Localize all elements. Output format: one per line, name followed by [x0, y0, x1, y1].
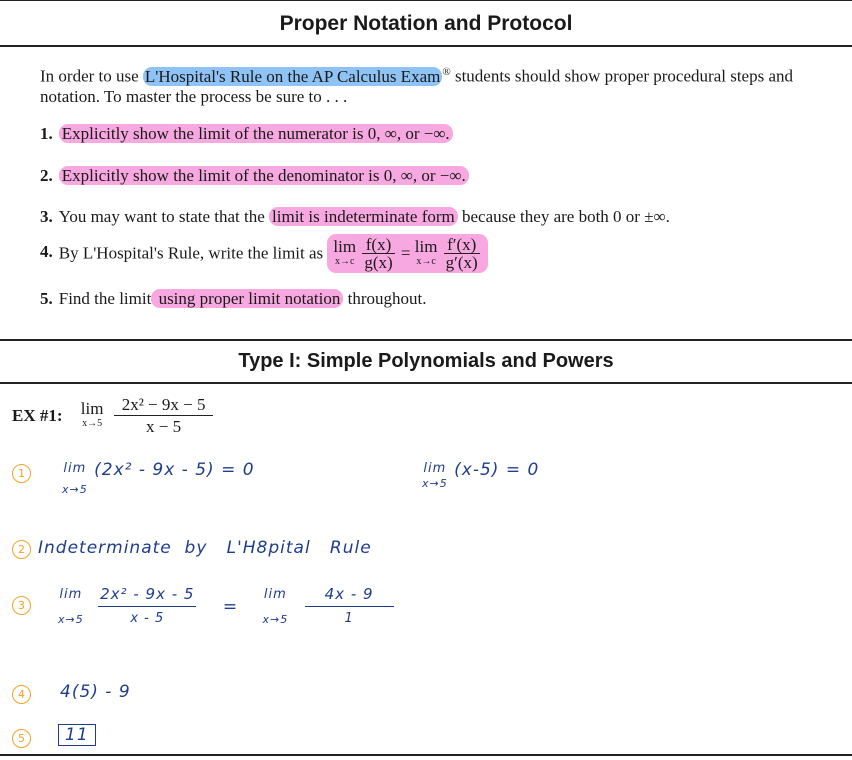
hw-final-answer: 11: [58, 724, 96, 746]
equals-sign: =: [400, 243, 411, 263]
step-4: [40, 234, 488, 273]
intro-paragraph: [40, 62, 800, 107]
intro-after: students should show proper procedural steps and notation. To master the process be sure to . . .: [40, 66, 794, 106]
step-text-pre: Find the limit: [58, 289, 152, 308]
step-1: [40, 124, 453, 144]
page-title: Proper Notation and Protocol: [279, 12, 573, 35]
step-text-highlight: limit is indeterminate form: [269, 207, 458, 226]
hw-limit-denominator: lim x→5 (x-5) = 0: [422, 460, 540, 490]
step-number: 4.: [40, 242, 53, 262]
step-2: [40, 166, 469, 186]
step-number: 3.: [40, 207, 53, 226]
step-marker-2: 2: [12, 540, 31, 559]
limit-operator: lim x→5: [80, 398, 104, 429]
intro-before: In order to use: [40, 66, 143, 86]
step-5: [40, 289, 426, 309]
bottom-rule: [0, 754, 852, 756]
step-number: 5.: [40, 289, 53, 308]
hw-lhospital-setup: lim x→5 $\frac{\text{2x² - 9x - 5}}{x - 5}$ = lim x→5 $\frac{4x - 9}{1}$: [58, 586, 396, 627]
example-label: EX #1:: [12, 405, 63, 425]
title-rule: [0, 45, 852, 47]
intro-highlight: L'Hospital's Rule on the AP Calculus Exam: [144, 66, 441, 86]
lhospital-formula: [327, 234, 487, 273]
limit-operator: lim x→c: [333, 236, 357, 267]
fraction-f-over-g: $\frac{f(x)}{g(x)}$: [364, 235, 393, 272]
limit-operator: lim x→c: [414, 236, 438, 267]
step-text: Explicitly show the limit of the numerator is 0, ∞, or −∞.: [59, 124, 453, 143]
section-rule-bottom: [0, 382, 852, 384]
section-rule-top: [0, 339, 852, 341]
step-3: [40, 207, 670, 227]
step-marker-1: 1: [12, 464, 31, 483]
step-number: 1.: [40, 124, 53, 143]
step-marker-4: 4: [12, 685, 31, 704]
step-marker-5: 5: [12, 729, 31, 748]
example-1: [12, 396, 215, 435]
example-fraction: $\frac{\text{2x² − 9x − 5}}{x - 5}$: [114, 396, 214, 435]
step-marker-3: 3: [12, 596, 31, 615]
hw-indeterminate-note: Indeterminate by L'H8pital Rule: [38, 538, 372, 558]
step-text-post: throughout.: [343, 289, 427, 308]
step-text-highlight: using proper limit notation: [151, 289, 343, 308]
step-number: 2.: [40, 166, 53, 185]
hw-limit-numerator: lim x→5 (2x² - 9x - 5) = 0: [62, 460, 255, 496]
step-text: Explicitly show the limit of the denominator is 0, ∞, or −∞.: [59, 166, 469, 185]
step-text-pre: You may want to state that the: [58, 207, 270, 226]
top-rule: [0, 0, 852, 1]
hw-substitution: 4(5) - 9: [60, 682, 131, 702]
step-text-pre: By L'Hospital's Rule, write the limit as: [58, 243, 328, 263]
fraction-fprime-over-gprime: $\frac{f'(x)}{g'(x)}$: [445, 235, 478, 272]
section-title: Type I: Simple Polynomials and Powers: [238, 350, 614, 372]
step-text-post: because they are both 0 or ±∞.: [457, 207, 670, 226]
registered-mark: ®: [442, 66, 451, 78]
